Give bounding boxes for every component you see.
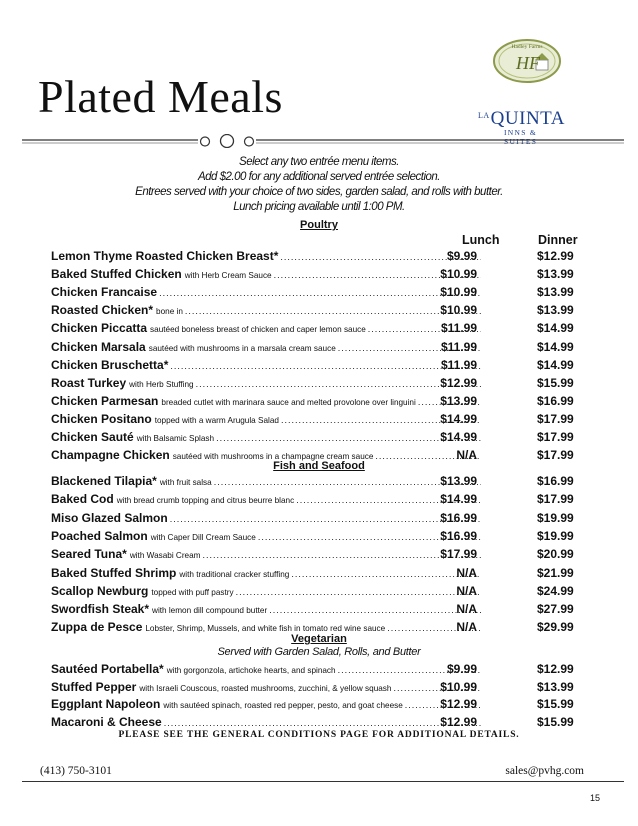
menu-item-description: with Balsamic Splash: [136, 434, 215, 443]
lunch-price: $16.99: [440, 528, 477, 543]
menu-item-row: [51, 340, 587, 357]
lunch-price: $13.99: [440, 393, 477, 408]
menu-item: [51, 340, 481, 354]
email-address: sales@pvhg.com: [505, 765, 584, 777]
menu-item-name: Blackened Tilapia*: [51, 474, 157, 488]
intro-line-4: Lunch pricing available until 1:00 PM.: [233, 201, 405, 213]
menu-item: [51, 474, 481, 488]
menu-item-description: sautéed boneless breast of chicken and caper lemon sauce: [150, 325, 366, 335]
column-header-dinner: Dinner: [538, 233, 578, 247]
menu-item-name: Baked Stuffed Shrimp: [51, 565, 177, 580]
menu-item-row: [51, 358, 587, 375]
menu-item-row: [51, 430, 587, 447]
section-title-poultry: Poultry: [300, 219, 338, 231]
vegetarian-subtitle: Served with Garden Salad, Rolls, and Butter: [217, 646, 421, 658]
lunch-price: $12.99: [440, 714, 477, 729]
menu-item-name: Seared Tuna*: [51, 547, 127, 562]
menu-item-row: [51, 267, 587, 284]
menu-item-name: Chicken Sauté: [51, 430, 134, 444]
menu-item: [51, 680, 481, 694]
lunch-price: $11.99: [440, 357, 477, 372]
menu-item-name: Chicken Piccatta: [51, 321, 148, 336]
lunch-price: $16.99: [440, 510, 477, 525]
menu-item-name: Chicken Parmesan: [51, 393, 159, 408]
lunch-price: $14.99: [440, 430, 477, 444]
menu-item-name: Chicken Positano: [51, 411, 152, 426]
dinner-price: $24.99: [537, 583, 574, 598]
dot-leader: [196, 379, 481, 389]
menu-item-description: with gorgonzola, artichoke hearts, and spinach: [166, 666, 336, 675]
dinner-price: $20.99: [537, 547, 574, 562]
intro-line-2: Add $2.00 for any additional served entrée selection.: [197, 171, 440, 183]
menu-item-description: with lemon dill compound butter: [152, 606, 268, 616]
dot-leader: [236, 587, 481, 597]
menu-item-description: breaded cutlet with marinara sauce and melted provolone over linguini: [161, 397, 416, 407]
dinner-price: $17.99: [537, 430, 574, 444]
menu-item-row: [51, 584, 587, 601]
general-conditions-note: PLEASE SEE THE GENERAL CONDITIONS PAGE FOR ADDITIONAL DETAILS.: [118, 730, 520, 740]
dinner-price: $15.99: [537, 375, 574, 390]
dinner-price: $16.99: [537, 393, 574, 408]
menu-item-name: Chicken Bruschetta*: [51, 357, 169, 372]
laquinta-prefix: LA: [478, 111, 490, 120]
menu-item: [51, 376, 481, 390]
menu-item-name: Swordfish Steak*: [51, 602, 150, 617]
menu-item: [51, 430, 481, 444]
menu-item-description: with Herb Cream Sauce: [184, 271, 272, 281]
menu-item-name: Poached Salmon: [51, 528, 148, 543]
dinner-price: $29.99: [537, 620, 574, 635]
menu-item-description: sautéed with mushrooms in a champagne cream sauce: [172, 452, 374, 462]
menu-item-name: Baked Cod: [51, 492, 114, 507]
menu-item-name: Macaroni & Cheese: [51, 714, 162, 729]
lunch-price: $11.99: [440, 339, 477, 354]
dinner-price: $13.99: [537, 285, 574, 300]
menu-item: [51, 267, 481, 281]
menu-item-name: Baked Stuffed Chicken: [51, 267, 182, 282]
dot-leader: [185, 306, 481, 316]
dinner-price: $15.99: [537, 714, 574, 729]
menu-item-name: Eggplant Napoleon: [51, 697, 161, 711]
intro-line-3: Entrees served with your choice of two sides, garden salad, and rolls with butter.: [135, 186, 503, 198]
dinner-price: $17.99: [537, 492, 574, 507]
dinner-price: $14.99: [537, 339, 574, 354]
lunch-price: $10.99: [440, 285, 477, 300]
laquinta-name: QUINTA: [490, 108, 565, 129]
menu-item-name: Zuppa de Pesce: [51, 620, 143, 635]
ornamental-divider: [22, 134, 624, 148]
dot-leader: [269, 605, 481, 615]
menu-item-description: with Caper Dill Cream Sauce: [150, 532, 256, 542]
dinner-price: $13.99: [537, 303, 574, 318]
menu-item: [51, 566, 481, 580]
dinner-price: $15.99: [537, 697, 574, 711]
menu-item: [51, 394, 481, 408]
lunch-price: $10.99: [440, 679, 477, 694]
dot-leader: [159, 288, 481, 298]
menu-item: [51, 547, 481, 561]
menu-item: [51, 697, 481, 711]
laquinta-logo: [478, 108, 568, 146]
menu-item-row: [51, 412, 587, 429]
dinner-price: $12.99: [537, 662, 574, 676]
menu-item-row: [51, 511, 587, 528]
lunch-price: $10.99: [440, 267, 477, 282]
menu-item: [51, 602, 481, 616]
dot-leader: [170, 361, 481, 371]
lunch-price: $14.99: [440, 492, 477, 507]
lunch-price: N/A: [456, 565, 477, 580]
hadley-farms-logo-graphic: [492, 38, 562, 84]
menu-item-row: [51, 680, 587, 697]
lunch-price: $14.99: [440, 411, 477, 426]
lunch-price: $13.99: [440, 474, 477, 488]
lunch-price: N/A: [456, 448, 477, 463]
footer-rule: [22, 781, 624, 782]
lunch-price: N/A: [456, 583, 477, 598]
menu-item-description: topped with puff pastry: [151, 587, 234, 597]
dinner-price: $17.99: [537, 448, 574, 463]
laquinta-subtitle: INNS & SUITES: [504, 128, 538, 146]
dinner-price: $19.99: [537, 510, 574, 525]
menu-item-row: [51, 492, 587, 509]
laquinta-wordmark: [478, 108, 565, 130]
section-title-vegetarian: Vegetarian: [291, 633, 347, 645]
menu-item-name: Miso Glazed Salmon: [51, 510, 168, 525]
lunch-price: $10.99: [440, 303, 477, 318]
menu-item-name: Chicken Marsala: [51, 339, 146, 354]
menu-item-name: Sautéed Portabella*: [51, 662, 164, 676]
menu-item-row: [51, 474, 587, 491]
menu-item-description: bone in: [156, 307, 183, 317]
lunch-price: N/A: [456, 620, 477, 635]
menu-item-description: Lobster, Shrimp, Mussels, and white fish in tomato red wine sauce: [145, 624, 386, 634]
menu-item-row: [51, 529, 587, 546]
dinner-price: $13.99: [537, 267, 574, 282]
menu-item-row: [51, 285, 587, 302]
menu-item-description: sautéed with mushrooms in a marsala cream sauce: [148, 343, 336, 353]
lunch-price: $9.99: [446, 249, 477, 263]
menu-item-description: with traditional cracker stuffing: [179, 569, 290, 579]
menu-item-description: with sautéed spinach, roasted red pepper, pesto, and goat cheese: [163, 701, 403, 710]
menu-item-description: with Wasabi Cream: [129, 551, 201, 561]
menu-item: [51, 285, 481, 299]
menu-item: [51, 529, 481, 543]
lunch-price: $12.99: [440, 375, 477, 390]
menu-item: [51, 584, 481, 598]
menu-item: [51, 303, 481, 317]
dinner-price: $17.99: [537, 411, 574, 426]
menu-item: [51, 249, 481, 263]
menu-item-description: with Herb Stuffing: [129, 379, 194, 389]
page-number: 15: [589, 793, 600, 803]
menu-item-row: [51, 566, 587, 583]
menu-item: [51, 715, 481, 729]
menu-item: [51, 358, 481, 372]
menu-item: [51, 511, 481, 525]
menu-item-name: Chicken Francaise: [51, 285, 158, 300]
menu-item-name: Stuffed Pepper: [51, 679, 137, 694]
lunch-price: N/A: [456, 602, 477, 617]
dot-leader: [164, 718, 481, 728]
menu-item: [51, 662, 481, 676]
dinner-price: $21.99: [537, 565, 574, 580]
menu-item-row: [51, 394, 587, 411]
hadley-farms-logo: [492, 38, 562, 84]
dinner-price: $13.99: [537, 679, 574, 694]
dinner-price: $12.99: [537, 249, 574, 263]
menu-item-row: [51, 715, 587, 732]
hf-monogram: HF: [516, 53, 540, 73]
dinner-price: $14.99: [537, 357, 574, 372]
lunch-price: $12.99: [440, 697, 477, 711]
intro-line-1: Select any two entrée menu items.: [239, 156, 399, 168]
phone-number: (413) 750-3101: [40, 765, 112, 777]
menu-item-description: with bread crumb topping and citrus beurre blanc: [116, 496, 295, 506]
menu-item-description: with fruit salsa: [159, 478, 212, 487]
menu-item-row: [51, 303, 587, 320]
menu-item-row: [51, 602, 587, 619]
menu-item: [51, 412, 481, 426]
menu-item-description: with Israeli Couscous, roasted mushrooms, zucchini, & yellow squash: [139, 683, 392, 693]
menu-item-name: Scallop Newburg: [51, 583, 149, 598]
menu-item-row: [51, 697, 587, 714]
dinner-price: $16.99: [537, 474, 574, 488]
lunch-price: $11.99: [440, 321, 477, 336]
menu-item: [51, 321, 481, 335]
menu-item-name: Roast Turkey: [51, 375, 127, 390]
dinner-price: $19.99: [537, 528, 574, 543]
hf-ribbon-text: Hadley Farms: [511, 44, 543, 50]
menu-item-name: Champagne Chicken: [51, 448, 170, 463]
dot-leader: [203, 550, 482, 560]
menu-item-name: Lemon Thyme Roasted Chicken Breast*: [51, 249, 279, 263]
menu-item-row: [51, 547, 587, 564]
menu-item-row: [51, 321, 587, 338]
menu-item-row: [51, 249, 587, 266]
lunch-price: $9.99: [446, 662, 477, 676]
column-header-lunch: Lunch: [462, 233, 500, 247]
dinner-price: $14.99: [537, 321, 574, 336]
menu-item-row: [51, 662, 587, 679]
section-title-fish-seafood: Fish and Seafood: [273, 460, 365, 472]
lunch-price: $17.99: [440, 547, 477, 562]
menu-item: [51, 492, 481, 506]
menu-item-row: [51, 376, 587, 393]
page-title: Plated Meals: [38, 71, 283, 122]
dinner-price: $27.99: [537, 602, 574, 617]
menu-item-name: Roasted Chicken*: [51, 303, 154, 318]
dot-leader: [291, 569, 481, 579]
menu-item-description: topped with a warm Arugula Salad: [154, 415, 279, 425]
dot-leader: [170, 514, 481, 524]
